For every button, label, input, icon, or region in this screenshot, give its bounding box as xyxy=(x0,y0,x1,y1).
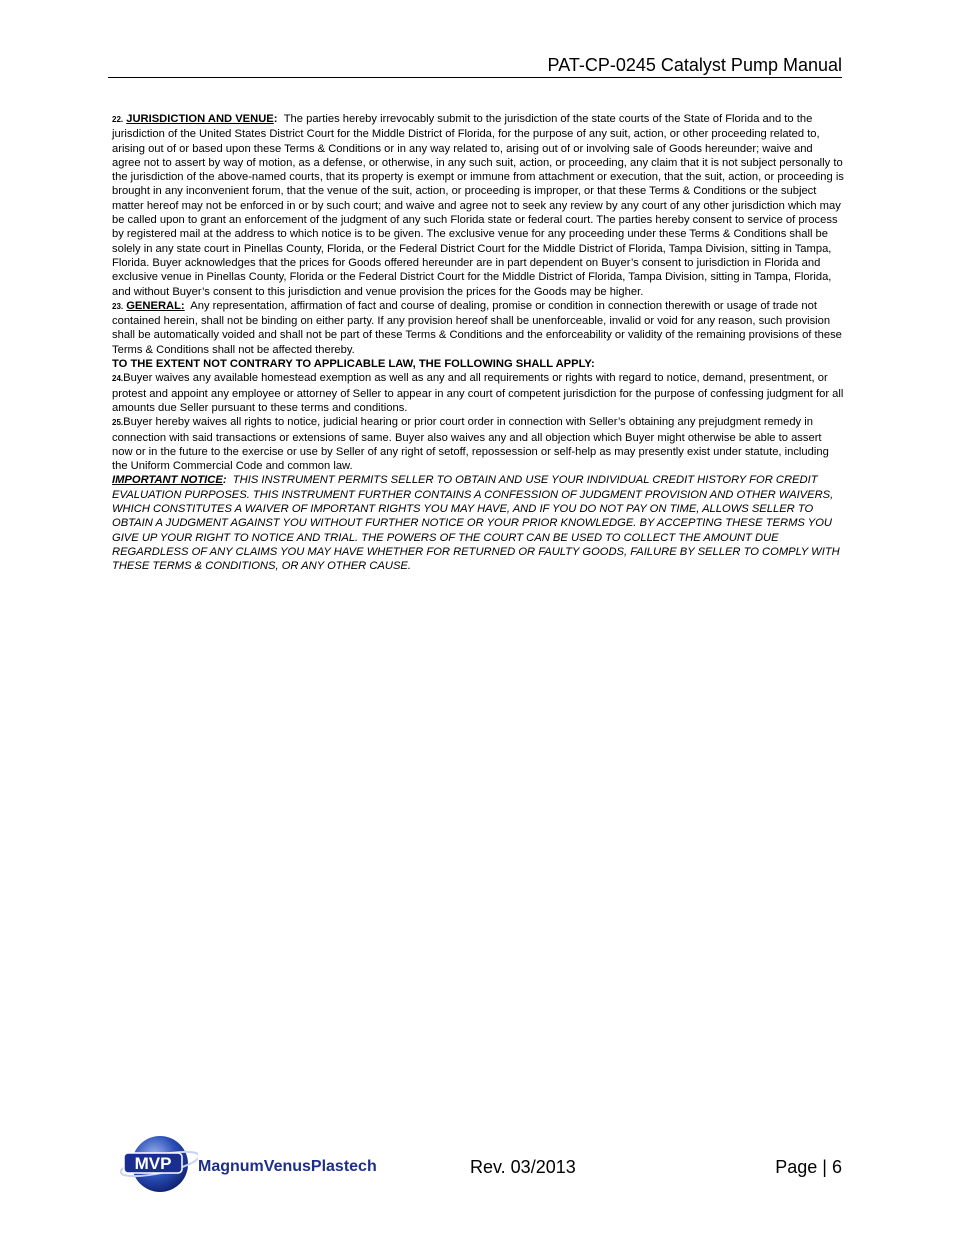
section-text: Any representation, affirmation of fact and course of dealing, promise or condition in connection therewith or usage of trade not contained herein, shall not be binding on either party. If any provision hereof shall be unenforceable, invalid or void for any reason, such provision shall be automatically voided and shall not be part of these Terms & Conditions and the enforceability or validity of the remaining provisions of these Terms & Conditions shall not be affected thereby. xyxy=(112,299,845,356)
section-23 xyxy=(112,299,844,357)
terms-body xyxy=(112,112,844,574)
section-24 xyxy=(112,371,844,415)
section-number: 25. xyxy=(112,418,124,428)
company-logo xyxy=(118,1133,408,1195)
section-text: Buyer waives any available homestead exemption as well as any and all requirements or rights with regard to notice, demand, presentment, or protest and appoint any employee or attorney of Seller to appear in any court of competent jurisdiction for the purpose of confessing judgment for all amounts due Seller pursuant to these terms and conditions. xyxy=(112,372,844,414)
important-notice xyxy=(112,473,844,573)
section-heading: JURISDICTION AND VENUE xyxy=(126,113,274,125)
applicable-law-heading: TO THE EXTENT NOT CONTRARY TO APPLICABLE LAW, THE FOLLOWING SHALL APPLY: xyxy=(112,358,595,371)
notice-text: THIS INSTRUMENT PERMITS SELLER TO OBTAIN AND USE YOUR INDIVIDUAL CREDIT HISTORY FOR CREDIT EVALUATION PURPOSES. THIS INSTRUMENT FURTHER CONTAINS A CONFESSION OF JUDGMENT PROVISION AND OTHER WAIVERS, WHICH CONSTITUTES A WAIVER OF IMPORTANT RIGHTS YOU MAY HAVE, AND IF YOU DO NOT PAY ON TIME, ALLOWS SELLER TO OBTAIN A JUDGMENT AGAINST YOU WITHOUT FURTHER NOTICE OR YOUR PRIOR KNOWLEDGE. BY ACCEPTING THESE TERMS YOU GIVE UP YOUR RIGHT TO NOTICE AND TRIAL. THE POWERS OF THE COURT CAN BE USED TO COLLECT THE AMOUNT DUE REGARDLESS OF ANY CLAIMS YOU MAY HAVE WHETHER FOR RETURNED OR FAULTY GOODS, FAILURE BY SELLER TO COMPLY WITH THESE TERMS & CONDITIONS, OR ANY OTHER CAUSE. xyxy=(112,474,840,573)
notice-separator: : xyxy=(222,474,233,487)
section-heading: GENERAL: xyxy=(126,299,185,312)
header-divider xyxy=(108,77,842,78)
document-title: PAT-CP-0245 Catalyst Pump Manual xyxy=(547,55,842,75)
section-25 xyxy=(112,415,844,473)
section-number: 22. xyxy=(112,115,124,124)
company-name: MagnumVenusPlastech xyxy=(198,1158,377,1175)
mvp-globe-icon xyxy=(118,1133,198,1195)
section-text: Buyer hereby waives all rights to notice, judicial hearing or prior court order in connection with Seller’s obtaining any prejudgment remedy in connection with said transactions or extensions of same. Buyer also waives any and all objection which Buyer might otherwise be able to assert now or in the future to the exercise or use by Seller of any right of setoff, repossession or self-help as may presently exist under statute, including the Uniform Commercial Code and common law. xyxy=(112,416,829,473)
logo-badge-text: MVP xyxy=(134,1154,172,1173)
heading-separator: : xyxy=(273,113,284,125)
section-number: 23. xyxy=(112,301,124,311)
page-number: Page | 6 xyxy=(775,1157,842,1177)
revision-label: Rev. 03/2013 xyxy=(470,1157,576,1177)
section-22 xyxy=(112,112,844,299)
section-text: The parties hereby irrevocably submit to the jurisdiction of the state courts of the State of Florida and to the jurisdiction of the United States District Court for the Middle District of Florida, for the purpose of any suit, action, or other proceeding related to, arising out of or based upon these Terms & Conditions or in any way related to, arising out of or involving sale of Goods hereunder; waive and agree not to assert by way of motion, as a defense, or otherwise, in any such suit, action, or proceeding, any claim that it is not subject personally to the jurisdiction of the above-named courts, that its property is exempt or immune from attachment or execution, that the suit, action, or proceeding is brought in any inconvenient forum, that the venue of the suit, action, or proceeding is improper, or that these Terms & Conditions or the subject matter hereof may not be enforced in or by such court; and waive and agree not to seek any review by any court of any other jurisdiction which may be called upon to grant an enforcement of the judgment of any such Florida state or federal court. The parties hereby consent to service of process by registered mail at the address to which notice is to be given. The exclusive venue for any proceeding under these Terms & Conditions shall be solely in any state court in Pinellas County, Florida, or the Federal District Court for the Middle District of Florida, Tampa Division, sitting in Tampa, Florida. Buyer acknowledges that the prices for Goods offered hereunder are in part dependent on Buyer’s consent to jurisdiction in Florida and exclusive venue in Pinellas County, Florida or the Federal District Court for the Middle District of Florida, Tampa Division, sitting in Tampa, Florida, and without Buyer’s consent to this jurisdiction and venue provision the prices for the Goods may be higher. xyxy=(112,113,844,298)
section-number: 24. xyxy=(112,374,124,384)
notice-label: IMPORTANT NOTICE xyxy=(112,474,223,487)
